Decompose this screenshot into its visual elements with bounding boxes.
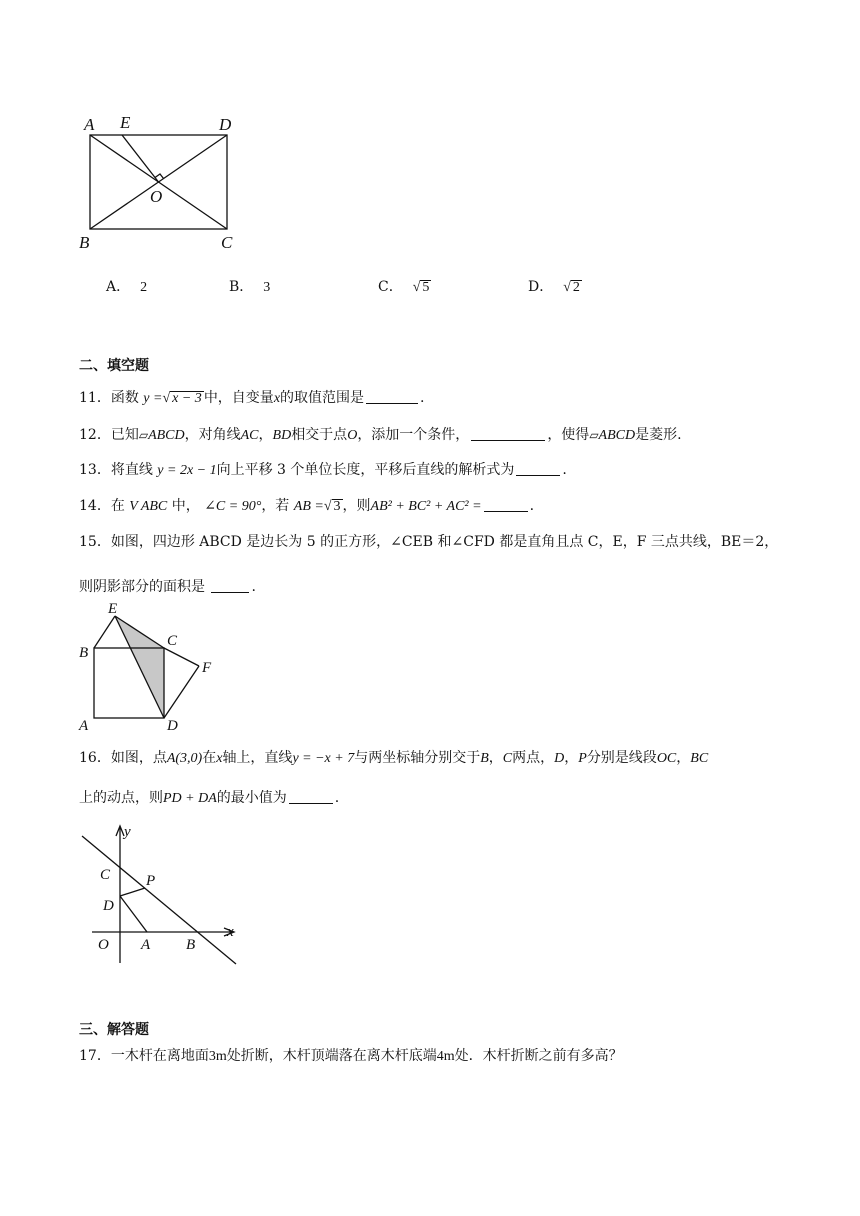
question-12: [79, 423, 682, 448]
segment-be: [94, 616, 115, 648]
label-c: C: [221, 233, 233, 252]
q16-x: x: [216, 751, 223, 766]
option-a[interactable]: [106, 276, 147, 296]
q11-variable: x: [273, 391, 281, 406]
q14-text-3: ，则: [342, 498, 371, 514]
figure-rectangle-abcd: [70, 108, 250, 256]
q15-text: 则阴影部分的面积是: [79, 579, 205, 595]
option-b-value: 3: [263, 280, 271, 295]
label-f: F: [202, 660, 212, 676]
figure-coordinate-plane: [70, 818, 255, 970]
label-c: C: [167, 633, 178, 649]
parallelogram-icon: ▱: [138, 428, 149, 442]
question-13: [79, 458, 567, 483]
label-x: x: [227, 924, 234, 940]
question-16-line-1: [79, 746, 708, 771]
q16-text: 在: [202, 750, 217, 766]
q16-point-b: B: [480, 751, 489, 766]
q12-text-4: ，使得: [547, 427, 590, 443]
q12-diagonal-ac: AC: [240, 428, 259, 443]
q16-number: 16．如图，点: [79, 750, 167, 766]
segment-cf: [164, 648, 199, 666]
sqrt-icon: √: [162, 391, 171, 406]
q16-point-p: P: [578, 751, 587, 766]
sqrt-icon: √: [323, 499, 332, 514]
option-b-label: B．: [229, 279, 254, 295]
q14-period: .: [529, 498, 535, 514]
q12-text-3: ，添加一个条件，: [357, 427, 470, 443]
option-a-label: A．: [106, 279, 131, 295]
question-14: [79, 494, 534, 519]
q17-number: 17．一木杆在离地面: [79, 1048, 209, 1064]
q11-number: 11．函数: [79, 390, 139, 406]
question-16-line-2: [79, 786, 339, 811]
q12-number: 12．已知: [79, 427, 139, 443]
q14-text-2: ，若: [261, 498, 290, 514]
q16-period: .: [334, 790, 340, 806]
q12-shape-name: ABCD: [148, 428, 185, 443]
q13-text: 向上平移 3 个单位长度，平移后直线的解析式为: [216, 462, 515, 478]
question-11: [79, 386, 424, 411]
label-y: y: [124, 824, 131, 840]
option-a-value: 2: [140, 280, 148, 295]
label-b: B: [79, 645, 89, 661]
q12-shape-name-2: ABCD: [598, 428, 636, 443]
label-a: A: [84, 115, 95, 134]
q16-comma: ，: [488, 750, 503, 766]
option-d-value: 2: [572, 280, 580, 295]
option-c[interactable]: [378, 276, 431, 296]
q16-point-d: D: [554, 751, 565, 766]
option-b[interactable]: [229, 276, 270, 296]
section-answer-title: 三、解答题: [79, 1022, 149, 1038]
figure-square-abcd-shaded: [74, 600, 224, 736]
label-d: D: [167, 718, 178, 734]
q16-comma-3: ，: [676, 750, 691, 766]
q16-point-c: C: [502, 751, 513, 766]
right-angle-mark: [155, 174, 164, 179]
label-o: O: [98, 937, 109, 953]
label-o: O: [150, 187, 163, 206]
question-15-line-1: 15．如图，四边形 ABCD 是边长为 5 的正方形，∠CEB 和∠CFD 都是直角且点 C，E，F 三点共线，BE＝2，: [79, 534, 779, 550]
q11-period: .: [420, 390, 425, 406]
segment-da: [120, 896, 147, 932]
question-17: [79, 1044, 623, 1069]
q16-text-2: 轴上，直线: [222, 750, 293, 766]
q14-radicand: 3: [333, 499, 341, 514]
q11-text-tail: 的取值范围是: [280, 390, 365, 406]
label-e: E: [108, 601, 118, 617]
q12-comma: ，: [258, 427, 273, 443]
q16-text-6: 上的动点，则: [79, 790, 163, 806]
q13-number: 13．将直线: [79, 462, 153, 478]
label-c: C: [100, 867, 111, 883]
section-fill-in-title: 二、填空题: [79, 358, 149, 374]
q16-comma-2: ，: [564, 750, 579, 766]
q16-segment-oc: OC: [656, 751, 677, 766]
q12-text-2: 相交于点: [291, 427, 348, 443]
q14-answer-blank[interactable]: [484, 497, 528, 512]
option-d-label: D．: [528, 279, 554, 295]
q11-expression: y =: [143, 391, 163, 406]
q16-text-7: 的最小值为: [216, 790, 287, 806]
label-b: B: [79, 233, 90, 252]
segment-dp: [120, 888, 145, 896]
option-c-label: C．: [378, 279, 403, 295]
label-b: B: [186, 937, 196, 953]
q13-expression: y = 2x − 1: [157, 463, 217, 478]
q13-period: .: [562, 462, 567, 478]
q12-text: ，对角线: [184, 427, 241, 443]
sqrt-icon: √: [563, 280, 571, 295]
q12-point-o: O: [347, 428, 358, 443]
parallelogram-icon: ▱: [589, 428, 599, 442]
q16-line-expression: y = −x + 7: [292, 751, 355, 766]
q11-answer-blank[interactable]: [366, 389, 418, 404]
sqrt-icon: √: [412, 280, 421, 295]
q14-angle: ∠C = 90°: [204, 499, 262, 514]
q17-distance: 4m: [436, 1049, 455, 1064]
q15-period: .: [251, 579, 256, 595]
segment-eo: [122, 135, 159, 182]
label-e: E: [120, 113, 131, 132]
q15-answer-blank[interactable]: [211, 578, 249, 593]
label-d: D: [219, 115, 232, 134]
q17-text: 处折断，木杆顶端落在离木杆底端: [226, 1048, 437, 1064]
label-a: A: [141, 937, 151, 953]
q14-triangle: V ABC: [129, 499, 168, 514]
q16-text-3: 与两坐标轴分别交于: [354, 750, 481, 766]
q11-radicand: x − 3: [172, 391, 202, 406]
q14-text: 中，: [171, 498, 200, 514]
q11-text: 中，自变量: [203, 390, 274, 406]
option-d[interactable]: [528, 276, 582, 296]
question-15-line-2: [79, 575, 256, 599]
q16-text-4: 两点，: [512, 750, 555, 766]
q14-ab: AB =: [293, 499, 324, 514]
q16-expression: PD + DA: [163, 791, 217, 806]
q17-height: 3m: [208, 1049, 227, 1064]
label-d: D: [103, 898, 114, 914]
q12-diagonal-bd: BD: [272, 428, 292, 443]
q12-answer-blank[interactable]: [471, 426, 545, 441]
q16-answer-blank[interactable]: [289, 789, 333, 804]
label-a: A: [79, 718, 89, 734]
q12-text-5: 是菱形.: [635, 427, 682, 443]
q16-point-a: A(3,0): [166, 751, 203, 766]
label-p: P: [146, 873, 156, 889]
q14-sum-expression: AB² + BC² + AC² =: [370, 499, 482, 514]
option-c-value: 5: [422, 280, 430, 295]
q13-answer-blank[interactable]: [516, 461, 560, 476]
q14-number: 14．在: [79, 498, 125, 514]
q17-text-2: 处．木杆折断之前有多高？: [454, 1048, 623, 1064]
q16-text-5: 分别是线段: [586, 750, 657, 766]
segment-fd: [164, 666, 199, 718]
q16-segment-bc: BC: [690, 751, 709, 766]
